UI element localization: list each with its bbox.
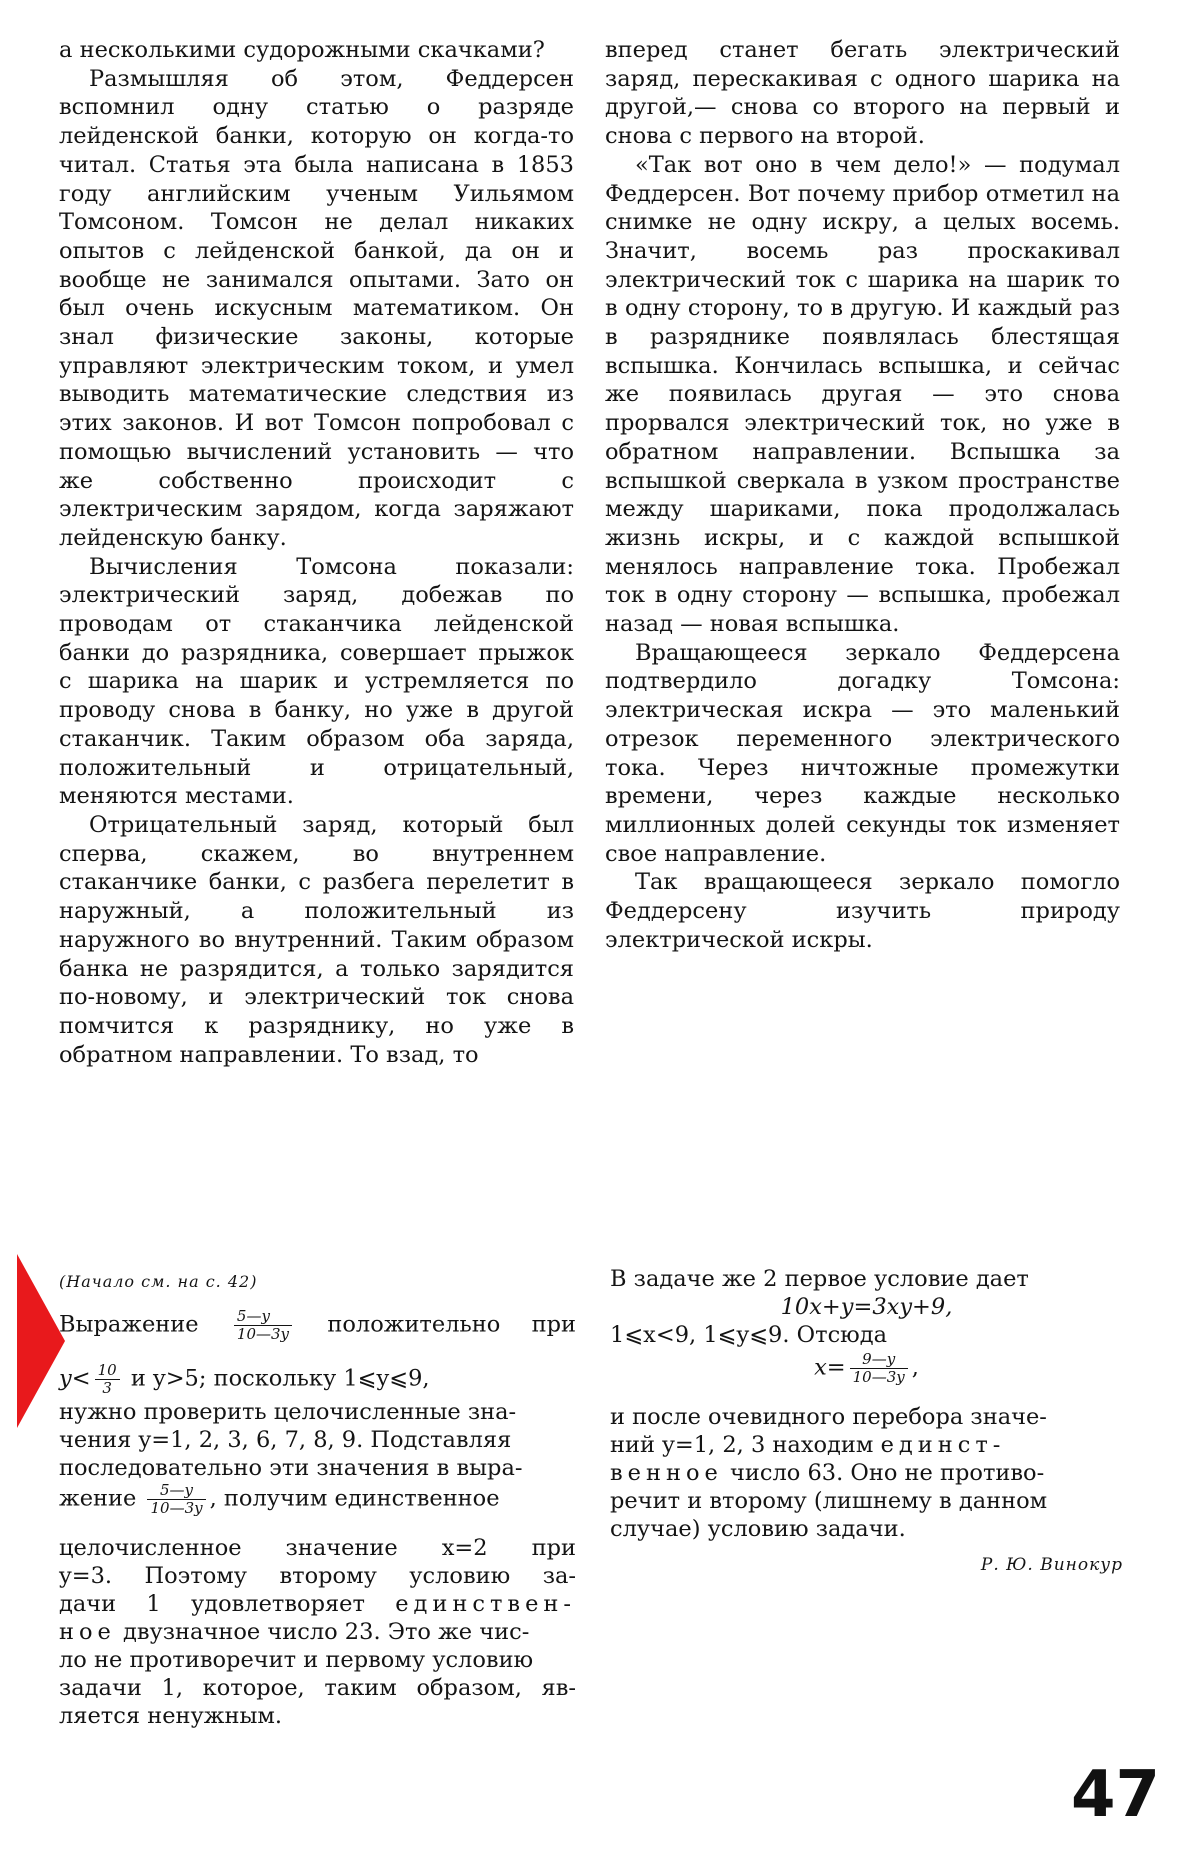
text-span: ,: [911, 1354, 919, 1381]
spaced-text: ное: [59, 1619, 116, 1645]
solution-line: [610, 1431, 1123, 1460]
paragraph: Отрицательный заряд, который был сперва, скажем, во внутреннем стаканчике банки, с разбега перелетит в наружный, а положительный из наружного во внутренний. Таким образом банка не разрядится, а только зарядится по-новому, и электрический ток снова помчится к разряднику, но уже в обратном направлении. То взад, то: [59, 811, 574, 1068]
paragraph: Вращающееся зеркало Феддерсена подтвердило догадку Томсона: электрическая искра — это маленький отрезок переменного электрического тока. Через ничтожные промежутки времени, через каждые несколько миллионных долей секунды ток изменяет свое направление.: [605, 639, 1120, 867]
fraction: [95, 1362, 120, 1397]
math-span: y<: [59, 1365, 91, 1392]
red-triangle-marker-icon: [17, 1254, 65, 1428]
solution-line: [59, 1590, 576, 1619]
solution-line: и после очевидного перебора значе-: [610, 1404, 1047, 1430]
solution-line: [610, 1459, 1123, 1488]
solution-line: 1⩽x<9, 1⩽y⩽9. Отсюда: [610, 1322, 888, 1348]
text-span: и y>5; поскольку 1⩽y⩽9,: [130, 1365, 430, 1392]
fraction: [850, 1351, 908, 1386]
solution-line: ляется ненужным.: [59, 1703, 283, 1729]
fraction-numerator: 10: [95, 1362, 120, 1380]
solution-line: [59, 1618, 576, 1647]
solution-right-column: [610, 1265, 1123, 1585]
article-left-column: [59, 36, 574, 1069]
paragraph: вперед станет бегать электрический заряд, перескакивая с одного шарика на другой,— снова со второго на первый и снова с первого на второй.: [605, 37, 1120, 150]
continuation-note: (Начало см. на с. 42): [59, 1272, 258, 1291]
solution-line: [59, 1362, 576, 1397]
equation: [610, 1351, 1123, 1386]
paragraph: Вычисления Томсона показали: электрический заряд, добежав по проводам от стаканчика лейденской банки до разрядника, совершает прыжок с шарика на шарик и устремляется по проводу снова в банку, но уже в другой стаканчик. Таким образом оба заряда, положительный и отрицательный, меняются местами.: [59, 553, 574, 810]
spaced-text: венное: [610, 1460, 723, 1486]
solution-line: [59, 1308, 576, 1343]
solution-line: В задаче же 2 первое условие дает: [610, 1266, 1029, 1292]
fraction: [234, 1308, 292, 1343]
paragraph: Так вращающееся зеркало помогло Феддерсену изучить природу электрической искры.: [605, 869, 1120, 953]
text-span: двузначное число 23. Это же чис-: [123, 1619, 530, 1645]
page-number: 47: [1070, 1758, 1160, 1832]
solution-line: речит и второму (лишнему в данном: [610, 1488, 1048, 1514]
fraction-denominator: 10—3y: [852, 1368, 905, 1386]
solution-line: целочисленное значение x=2 при: [59, 1535, 576, 1561]
text-span: дачи 1 удовлетворяет: [59, 1591, 365, 1617]
fraction: [147, 1482, 205, 1517]
solution-line: y=3. Поэтому второму условию за-: [59, 1563, 576, 1589]
solution-line: задачи 1, которое, таким образом, яв-: [59, 1675, 576, 1701]
equation: 10x+y=3xy+9,: [780, 1294, 953, 1320]
spaced-text: единствен-: [395, 1591, 577, 1617]
text-span: жение: [59, 1485, 137, 1512]
fraction-numerator: 5—y: [234, 1308, 292, 1326]
solution-left-column: [59, 1268, 576, 1748]
solution-line: [59, 1482, 576, 1517]
fraction-numerator: 5—y: [147, 1482, 205, 1500]
math-span: x=: [814, 1354, 846, 1381]
solution-line: нужно проверить целочисленные зна-: [59, 1399, 517, 1425]
fraction-denominator: 10—3y: [150, 1499, 203, 1517]
fraction-denominator: 10—3y: [236, 1325, 290, 1343]
text-span: положительно при: [327, 1311, 576, 1338]
text-span: , получим единственное: [209, 1485, 500, 1512]
paragraph: а несколькими судорожными скачками?: [59, 37, 545, 63]
solution-line: последовательно эти значения в выра-: [59, 1455, 523, 1481]
text-span: число 63. Оно не противо-: [730, 1460, 1045, 1486]
paragraph: Размышляя об этом, Феддерсен вспомнил одну статью о разряде лейденской банки, которую он когда-то читал. Статья эта была написана в 1853 году английским ученым Уильямом Томсоном. Томсон не делал никаких опытов с лейденской банкой, да он и вообще не занимался опытами. Зато он был очень искусным математиком. Он знал физические законы, которые управляют электрическим током, и умел выводить математические следствия из этих законов. И вот Томсон попробовал с помощью вычислений установить — что же собственно происходит с электрическим зарядом, когда заряжают лейденскую банку.: [59, 65, 574, 551]
article-right-column: [605, 36, 1120, 955]
solution-line: ло не противоречит и первому условию: [59, 1647, 534, 1673]
fraction-denominator: 3: [102, 1379, 112, 1397]
solution-line: случае) условию задачи.: [610, 1516, 906, 1542]
author-signature: Р. Ю. Винокур: [980, 1555, 1123, 1575]
spaced-text: единст-: [880, 1432, 1006, 1458]
fraction-numerator: 9—y: [850, 1351, 908, 1369]
text-span: Выражение: [59, 1311, 199, 1338]
paragraph: «Так вот оно в чем дело!» — подумал Феддерсен. Вот почему прибор отметил на снимке не одну искру, а целых восемь. Значит, восемь раз проскакивал электрический ток с шарика на шарик то в одну сторону, то в другую. И каждый раз в разряднике появлялась блестящая вспышка. Кончилась вспышка, и сейчас же появилась другая — это снова прорвался электрический ток, но уже в обратном направлении. Вспышка за вспышкой сверкала в узком пространстве между шариками, пока продолжалась жизнь искры, и с каждой вспышкой менялось направление тока. Пробежал ток в одну сторону — вспышка, пробежал назад — новая вспышка.: [605, 151, 1120, 638]
solution-line: чения y=1, 2, 3, 6, 7, 8, 9. Подставляя: [59, 1427, 512, 1453]
text-span: ний y=1, 2, 3 находим: [610, 1432, 874, 1458]
